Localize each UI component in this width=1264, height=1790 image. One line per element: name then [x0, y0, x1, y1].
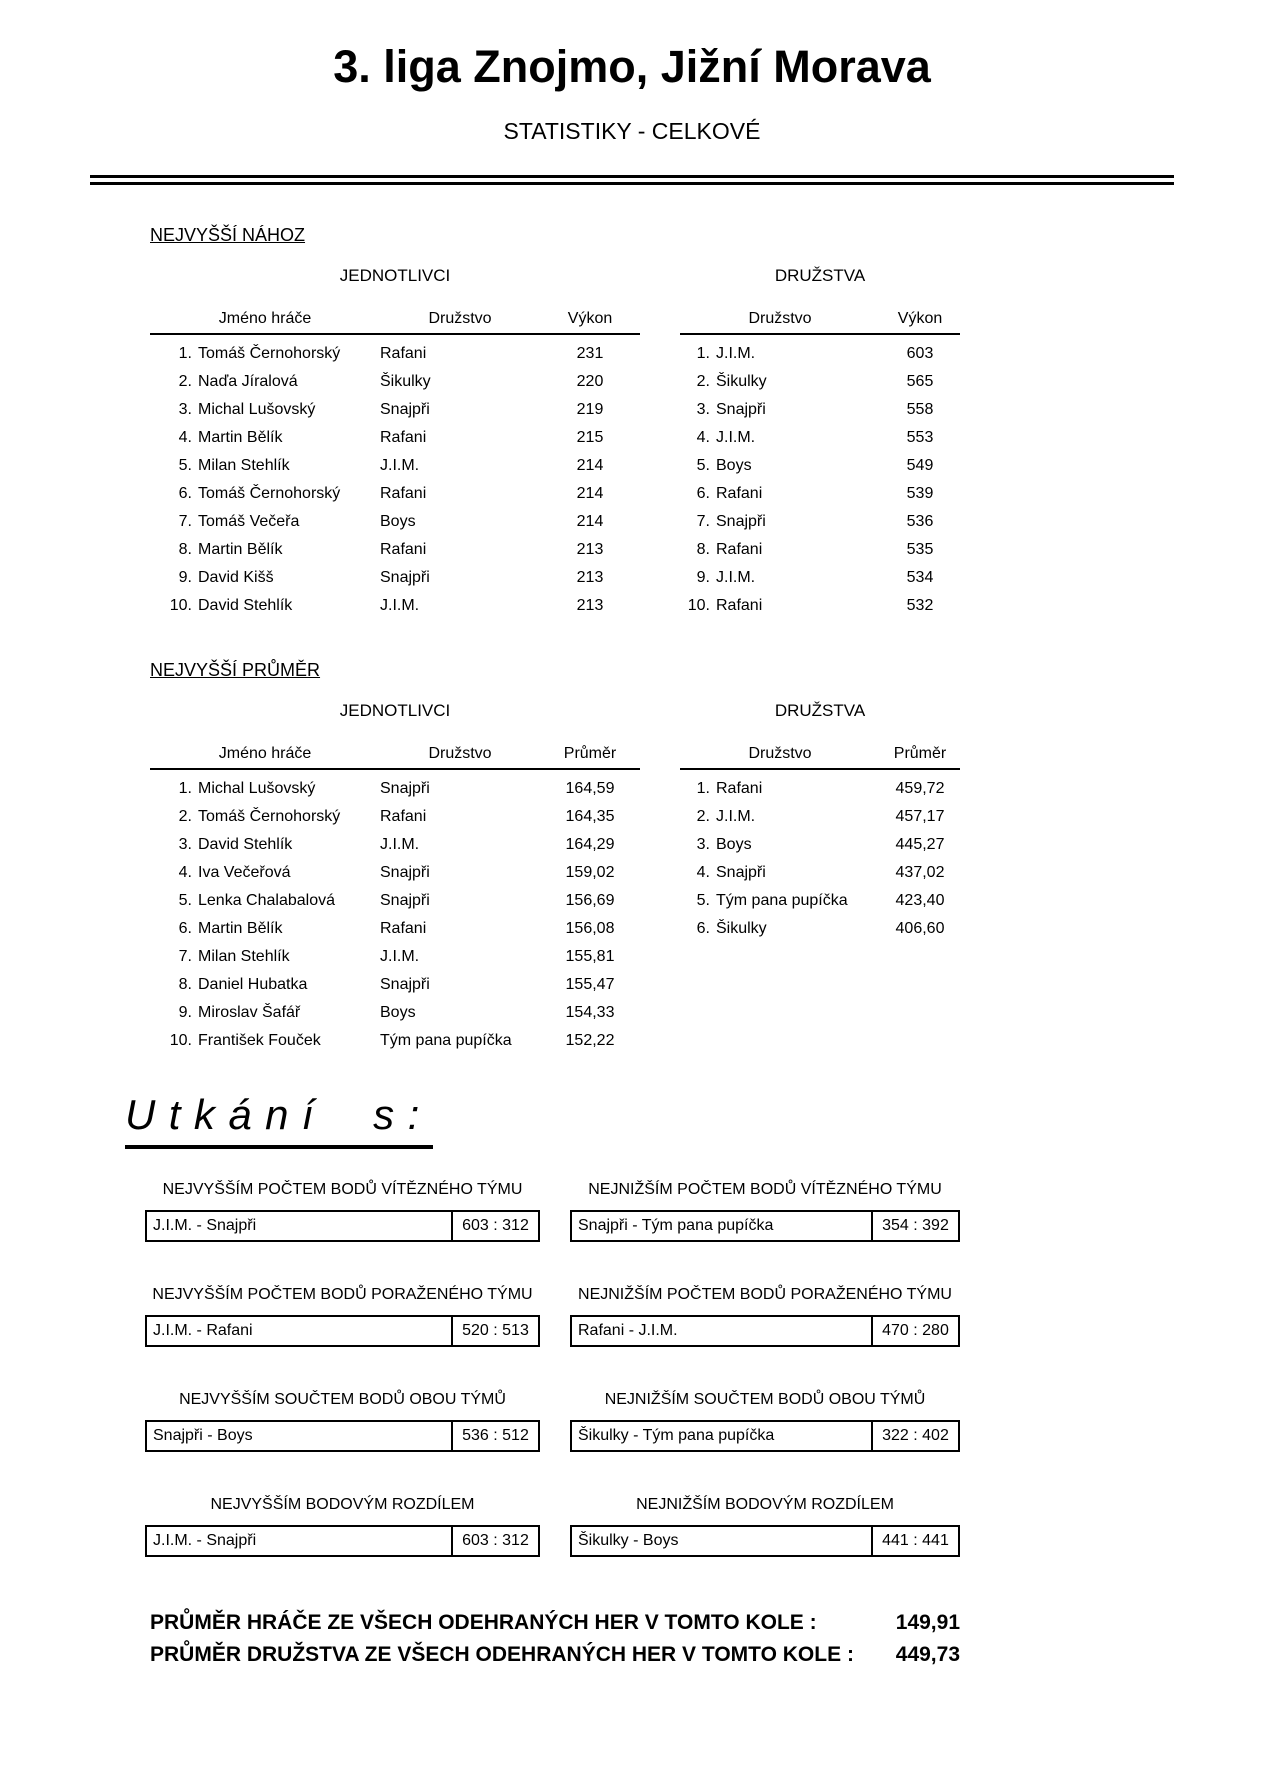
player-name-cell: František Fouček — [198, 1031, 321, 1049]
match-score-box — [145, 1420, 540, 1452]
column-header-team: Družstvo — [428, 309, 492, 327]
section-highest-average — [0, 660, 1264, 1055]
player-name-cell: Tomáš Černohorský — [198, 807, 341, 825]
player-name-cell: Milan Stehlík — [198, 456, 290, 474]
team-cell: Snajpři — [716, 863, 766, 881]
rank-cell: 9. — [178, 568, 192, 586]
team-cell: Rafani — [716, 779, 763, 797]
match-record — [570, 1496, 960, 1557]
column-header-name: Jméno hráče — [218, 309, 312, 327]
match-category-label: NEJNIŽŠÍM POČTEM BODŮ VÍTĚZNÉHO TÝMU — [588, 1180, 942, 1198]
match-category-label: NEJNIŽŠÍM BODOVÝM ROZDÍLEM — [636, 1495, 894, 1513]
tables-row — [150, 701, 1264, 1055]
table-body — [680, 335, 960, 620]
player-name-cell: Milan Stehlík — [198, 947, 290, 965]
player-name-cell: Iva Večeřová — [198, 863, 291, 881]
team-cell: Snajpři — [380, 975, 430, 993]
player-name-cell: Miroslav Šafář — [198, 1003, 301, 1021]
team-cell: Snajpři — [380, 779, 430, 797]
rank-cell: 6. — [178, 484, 192, 502]
team-cell: Šikulky — [716, 372, 767, 390]
value-cell: 154,33 — [565, 1003, 615, 1021]
player-name-cell: David Stehlík — [198, 835, 293, 853]
header-divider — [90, 175, 1174, 185]
team-row — [680, 396, 960, 424]
match-record — [570, 1286, 960, 1347]
match-record — [145, 1181, 540, 1242]
player-row — [150, 592, 640, 620]
rank-cell: 4. — [178, 428, 192, 446]
team-cell: Rafani — [380, 540, 427, 558]
team-cell: J.I.M. — [380, 947, 420, 965]
individuals-table — [150, 266, 640, 620]
player-row — [150, 508, 640, 536]
matches-grid — [145, 1181, 1264, 1557]
player-row — [150, 775, 640, 803]
match-score-box — [570, 1525, 960, 1557]
match-category-label: NEJVYŠŠÍM SOUČTEM BODŮ OBOU TÝMŮ — [179, 1390, 506, 1408]
rank-cell: 7. — [178, 512, 192, 530]
team-row — [680, 452, 960, 480]
match-record — [570, 1391, 960, 1452]
team-cell: Rafani — [380, 344, 427, 362]
match-score: 470 : 280 — [871, 1317, 958, 1345]
match-record — [145, 1496, 540, 1557]
player-name-cell: Martin Bělík — [198, 919, 283, 937]
column-header-team: Družstvo — [748, 309, 812, 327]
value-cell: 156,08 — [565, 919, 615, 937]
player-name-cell: David Kišš — [198, 568, 274, 586]
rank-cell: 2. — [696, 807, 710, 825]
column-header-value: Výkon — [897, 309, 943, 327]
value-cell: 535 — [906, 540, 934, 558]
match-category-label: NEJVYŠŠÍM POČTEM BODŮ PORAŽENÉHO TÝMU — [152, 1285, 533, 1303]
value-cell: 534 — [906, 568, 934, 586]
team-cell: Tým pana pupíčka — [716, 891, 848, 909]
player-name-cell: Martin Bělík — [198, 540, 283, 558]
value-cell: 159,02 — [565, 863, 615, 881]
player-row — [150, 452, 640, 480]
individuals-table — [150, 701, 640, 1055]
value-cell: 213 — [576, 540, 604, 558]
value-cell: 423,40 — [895, 891, 945, 909]
rank-cell: 1. — [178, 779, 192, 797]
rank-cell: 8. — [178, 975, 192, 993]
table-body — [680, 770, 960, 943]
rank-cell: 6. — [696, 919, 710, 937]
player-row — [150, 887, 640, 915]
team-cell: Snajpři — [380, 863, 430, 881]
match-category-label: NEJNIŽŠÍM POČTEM BODŮ PORAŽENÉHO TÝMU — [578, 1285, 952, 1303]
teams-table — [680, 701, 960, 943]
rank-cell: 9. — [696, 568, 710, 586]
rank-cell: 7. — [178, 947, 192, 965]
team-row — [680, 775, 960, 803]
rank-cell: 5. — [696, 456, 710, 474]
value-cell: 214 — [576, 512, 604, 530]
summary-label: PRŮMĚR DRUŽSTVA ZE VŠECH ODEHRANÝCH HER V TOMTO KOLE : — [150, 1642, 854, 1666]
match-teams: Snajpři - Tým pana pupíčka — [578, 1216, 774, 1234]
summary-section — [150, 1607, 960, 1671]
player-row — [150, 480, 640, 508]
value-cell: 219 — [576, 400, 604, 418]
value-cell: 445,27 — [895, 835, 945, 853]
team-cell: J.I.M. — [716, 807, 756, 825]
value-cell: 536 — [906, 512, 934, 530]
team-row — [680, 859, 960, 887]
match-category-label: NEJVYŠŠÍM POČTEM BODŮ VÍTĚZNÉHO TÝMU — [162, 1180, 523, 1198]
match-teams: J.I.M. - Snajpři — [153, 1216, 257, 1234]
team-row — [680, 592, 960, 620]
rank-cell: 7. — [696, 512, 710, 530]
table-header-row — [680, 310, 960, 335]
table-title: JEDNOTLIVCI — [339, 700, 451, 720]
rank-cell: 2. — [178, 807, 192, 825]
table-title: JEDNOTLIVCI — [339, 265, 451, 285]
player-row — [150, 368, 640, 396]
team-row — [680, 803, 960, 831]
team-cell: Boys — [380, 1003, 416, 1021]
team-row — [680, 424, 960, 452]
rank-cell: 1. — [178, 344, 192, 362]
player-row — [150, 915, 640, 943]
value-cell: 532 — [906, 596, 934, 614]
value-cell: 558 — [906, 400, 934, 418]
value-cell: 220 — [576, 372, 604, 390]
team-cell: Rafani — [716, 596, 763, 614]
column-header-value: Výkon — [567, 309, 613, 327]
table-title: DRUŽSTVA — [774, 265, 866, 285]
team-cell: Šikulky — [380, 372, 431, 390]
rank-cell: 6. — [696, 484, 710, 502]
table-header-row — [150, 745, 640, 770]
summary-value: 449,73 — [895, 1642, 960, 1666]
rank-cell: 10. — [169, 596, 192, 614]
match-teams: J.I.M. - Snajpři — [153, 1531, 257, 1549]
player-name-cell: Daniel Hubatka — [198, 975, 308, 993]
player-row — [150, 396, 640, 424]
value-cell: 549 — [906, 456, 934, 474]
match-teams: Rafani - J.I.M. — [578, 1321, 678, 1339]
team-cell: J.I.M. — [716, 568, 756, 586]
value-cell: 164,35 — [565, 807, 615, 825]
rank-cell: 3. — [696, 835, 710, 853]
value-cell: 155,47 — [565, 975, 615, 993]
rank-cell: 10. — [687, 596, 710, 614]
player-row — [150, 803, 640, 831]
match-score: 354 : 392 — [871, 1212, 958, 1240]
column-header-value: Průměr — [563, 744, 617, 762]
page-title: 3. liga Znojmo, Jižní Morava — [333, 41, 931, 92]
team-cell: Snajpři — [380, 400, 430, 418]
player-name-cell: Tomáš Černohorský — [198, 484, 341, 502]
rank-cell: 4. — [178, 863, 192, 881]
value-cell: 215 — [576, 428, 604, 446]
rank-cell: 2. — [696, 372, 710, 390]
rank-cell: 6. — [178, 919, 192, 937]
team-cell: Tým pana pupíčka — [380, 1031, 512, 1049]
team-cell: Rafani — [716, 540, 763, 558]
value-cell: 214 — [576, 484, 604, 502]
matches-heading: Utkání s: — [125, 1093, 433, 1149]
team-cell: Rafani — [380, 428, 427, 446]
team-cell: Snajpři — [380, 568, 430, 586]
team-row — [680, 536, 960, 564]
player-name-cell: Tomáš Černohorský — [198, 344, 341, 362]
summary-row — [150, 1607, 960, 1639]
team-cell: Rafani — [380, 807, 427, 825]
team-row — [680, 564, 960, 592]
player-name-cell: David Stehlík — [198, 596, 293, 614]
match-score-box — [570, 1315, 960, 1347]
match-teams: Šikulky - Boys — [578, 1531, 679, 1549]
match-record — [145, 1286, 540, 1347]
team-row — [680, 887, 960, 915]
team-row — [680, 831, 960, 859]
team-cell: Šikulky — [716, 919, 767, 937]
value-cell: 437,02 — [895, 863, 945, 881]
match-teams: Šikulky - Tým pana pupíčka — [578, 1426, 775, 1444]
team-cell: Snajpři — [380, 891, 430, 909]
match-score-box — [145, 1315, 540, 1347]
player-row — [150, 340, 640, 368]
player-row — [150, 424, 640, 452]
value-cell: 553 — [906, 428, 934, 446]
value-cell: 213 — [576, 596, 604, 614]
player-row — [150, 859, 640, 887]
team-cell: Rafani — [380, 484, 427, 502]
rank-cell: 5. — [178, 891, 192, 909]
summary-label: PRŮMĚR HRÁČE ZE VŠECH ODEHRANÝCH HER V TOMTO KOLE : — [150, 1610, 817, 1634]
team-cell: Boys — [380, 512, 416, 530]
player-row — [150, 943, 640, 971]
team-cell: Snajpři — [716, 512, 766, 530]
value-cell: 155,81 — [565, 947, 615, 965]
match-record — [570, 1181, 960, 1242]
section-heading: NEJVYŠŠÍ NÁHOZ — [150, 224, 306, 245]
team-row — [680, 508, 960, 536]
value-cell: 156,69 — [565, 891, 615, 909]
player-name-cell: Michal Lušovský — [198, 779, 316, 797]
rank-cell: 10. — [169, 1031, 192, 1049]
match-category-label: NEJVYŠŠÍM BODOVÝM ROZDÍLEM — [210, 1495, 475, 1513]
tables-row — [150, 266, 1264, 620]
value-cell: 214 — [576, 456, 604, 474]
match-score: 536 : 512 — [451, 1422, 538, 1450]
table-header-row — [150, 310, 640, 335]
player-row — [150, 564, 640, 592]
rank-cell: 9. — [178, 1003, 192, 1021]
team-cell: J.I.M. — [380, 835, 420, 853]
section-heading: NEJVYŠŠÍ PRŮMĚR — [150, 659, 321, 680]
teams-table — [680, 266, 960, 620]
rank-cell: 5. — [696, 891, 710, 909]
team-cell: Boys — [716, 456, 752, 474]
value-cell: 459,72 — [895, 779, 945, 797]
match-score-box — [145, 1210, 540, 1242]
team-cell: Boys — [716, 835, 752, 853]
match-score: 441 : 441 — [871, 1527, 958, 1555]
matches-section — [0, 1055, 1264, 1557]
rank-cell: 4. — [696, 863, 710, 881]
match-score: 603 : 312 — [451, 1527, 538, 1555]
table-header-row — [680, 745, 960, 770]
value-cell: 213 — [576, 568, 604, 586]
team-row — [680, 915, 960, 943]
table-body — [150, 335, 640, 620]
player-row — [150, 1027, 640, 1055]
value-cell: 539 — [906, 484, 934, 502]
rank-cell: 3. — [696, 400, 710, 418]
value-cell: 164,59 — [565, 779, 615, 797]
section-highest-throw — [0, 225, 1264, 620]
value-cell: 603 — [906, 344, 934, 362]
player-name-cell: Naďa Jíralová — [198, 372, 298, 390]
column-header-team: Družstvo — [428, 744, 492, 762]
rank-cell: 5. — [178, 456, 192, 474]
match-teams: Snajpři - Boys — [153, 1426, 253, 1444]
rank-cell: 8. — [696, 540, 710, 558]
match-score: 520 : 513 — [451, 1317, 538, 1345]
rank-cell: 4. — [696, 428, 710, 446]
player-row — [150, 999, 640, 1027]
table-body — [150, 770, 640, 1055]
value-cell: 565 — [906, 372, 934, 390]
column-header-value: Průměr — [893, 744, 947, 762]
team-cell: Rafani — [380, 919, 427, 937]
match-score: 322 : 402 — [871, 1422, 958, 1450]
player-name-cell: Martin Bělík — [198, 428, 283, 446]
player-row — [150, 536, 640, 564]
player-name-cell: Michal Lušovský — [198, 400, 316, 418]
player-name-cell: Lenka Chalabalová — [198, 891, 335, 909]
rank-cell: 3. — [178, 835, 192, 853]
team-cell: J.I.M. — [380, 456, 420, 474]
value-cell: 406,60 — [895, 919, 945, 937]
summary-row — [150, 1639, 960, 1671]
match-score: 603 : 312 — [451, 1212, 538, 1240]
team-row — [680, 368, 960, 396]
team-row — [680, 480, 960, 508]
match-score-box — [145, 1525, 540, 1557]
team-row — [680, 340, 960, 368]
player-row — [150, 971, 640, 999]
value-cell: 152,22 — [565, 1031, 615, 1049]
table-title: DRUŽSTVA — [774, 700, 866, 720]
match-category-label: NEJNIŽŠÍM SOUČTEM BODŮ OBOU TÝMŮ — [604, 1390, 926, 1408]
team-cell: Rafani — [716, 484, 763, 502]
team-cell: Snajpři — [716, 400, 766, 418]
player-row — [150, 831, 640, 859]
match-teams: J.I.M. - Rafani — [153, 1321, 253, 1339]
player-name-cell: Tomáš Večeřa — [198, 512, 300, 530]
summary-value: 149,91 — [895, 1610, 960, 1634]
team-cell: J.I.M. — [716, 344, 756, 362]
value-cell: 457,17 — [895, 807, 945, 825]
rank-cell: 1. — [696, 344, 710, 362]
rank-cell: 8. — [178, 540, 192, 558]
column-header-team: Družstvo — [748, 744, 812, 762]
match-score-box — [570, 1420, 960, 1452]
rank-cell: 3. — [178, 400, 192, 418]
value-cell: 231 — [576, 344, 604, 362]
column-header-name: Jméno hráče — [218, 744, 312, 762]
match-score-box — [570, 1210, 960, 1242]
match-record — [145, 1391, 540, 1452]
team-cell: J.I.M. — [380, 596, 420, 614]
rank-cell: 2. — [178, 372, 192, 390]
rank-cell: 1. — [696, 779, 710, 797]
team-cell: J.I.M. — [716, 428, 756, 446]
value-cell: 164,29 — [565, 835, 615, 853]
page-subtitle: STATISTIKY - CELKOVÉ — [503, 117, 761, 144]
